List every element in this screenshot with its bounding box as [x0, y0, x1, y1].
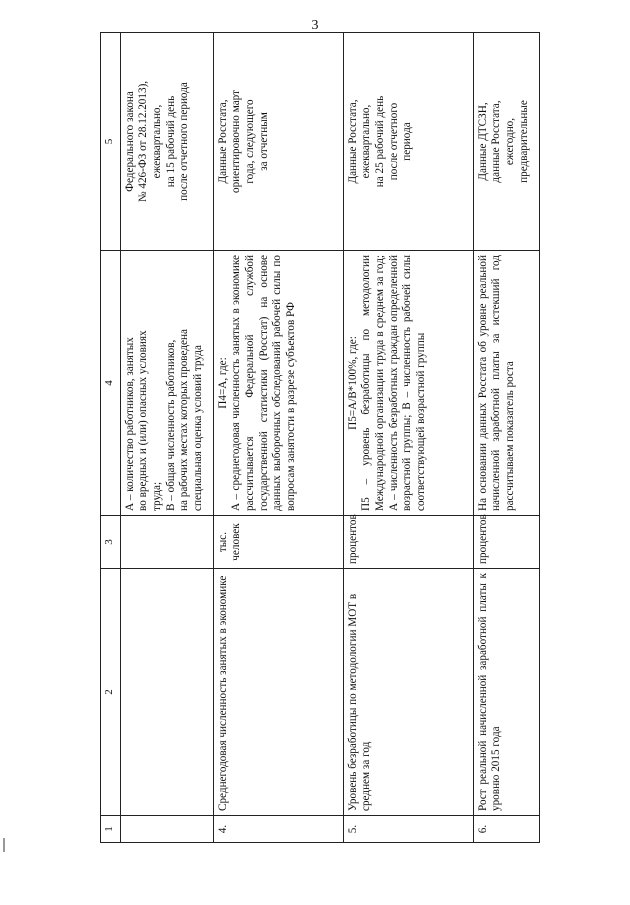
method-line: специальная оценка условий труда	[192, 345, 205, 511]
data-source	[343, 33, 473, 251]
row-number	[120, 816, 213, 843]
header-col-5: 5	[101, 33, 121, 251]
header-col-4: 4	[101, 251, 121, 516]
row-number: 4.	[213, 816, 343, 843]
data-source	[120, 33, 213, 251]
source-line: данные Росстата,	[490, 100, 503, 183]
source-line: Данные ДТСЗН,	[476, 102, 489, 181]
unit: процентов	[343, 516, 473, 569]
unit: процентов	[473, 516, 539, 569]
source-line: ежегодно,	[504, 117, 517, 166]
page-number: 3	[311, 18, 319, 33]
scan-margin-mark	[3, 838, 5, 852]
data-source	[213, 33, 343, 251]
header-col-2: 2	[101, 569, 121, 816]
method-text: П5 – уровень безработицы по методологии Международной организации труда в среднем за год; А – численность безработных граждан определенной возрастной группы; В – численность рабочей силы соответствующей возрастной группы	[360, 255, 428, 511]
data-source	[473, 33, 539, 251]
indicator-name	[120, 569, 213, 816]
unit: тыс. человек	[213, 516, 343, 569]
indicator-table	[100, 32, 540, 843]
method-line: во вредных и (или) опасных условиях	[137, 330, 150, 511]
header-col-1: 1	[101, 816, 121, 843]
source-line: ежеквартально,	[151, 104, 164, 179]
indicator-name: Уровень безработицы по методологии МОТ в среднем за год	[343, 569, 473, 816]
unit	[120, 516, 213, 569]
source-line: ежеквартально,	[360, 104, 373, 179]
table-row	[213, 33, 343, 843]
calculation-method: На основании данных Росстата об уровне реальной начисленной заработной платы за истекший год рассчитываем показатель роста	[473, 251, 539, 516]
table-header-row	[101, 33, 121, 843]
calculation-method	[343, 251, 473, 516]
calculation-method	[120, 251, 213, 516]
table-frame	[100, 58, 540, 843]
method-text: А – среднегодовая численность занятых в экономике рассчитывается Федеральной службой государственной статистики (Росстат) на основе данных выборочных обследований рабочей силы по вопросам занятости в разрезе субъектов РФ	[230, 255, 298, 511]
source-line: № 426-ФЗ от 28.12.2013),	[137, 80, 150, 203]
method-line: на рабочих местах которых проведена	[178, 329, 191, 511]
header-col-3: 3	[101, 516, 121, 569]
source-line: предварительные	[517, 100, 530, 183]
indicator-name: Рост реальной начисленной заработной платы к уровню 2015 года	[473, 569, 539, 816]
row-number: 6.	[473, 816, 539, 843]
source-line: за отчетным	[257, 112, 270, 171]
source-line: на 25 рабочий день	[374, 95, 387, 188]
table-row	[473, 33, 539, 843]
table-row	[120, 33, 213, 843]
calculation-method	[213, 251, 343, 516]
source-line: на 15 рабочий день	[164, 95, 177, 188]
method-line: труда;	[151, 481, 164, 511]
source-line: после отчетного	[387, 102, 400, 181]
source-line: периода	[401, 122, 414, 161]
source-line: Данные Росстата,	[346, 99, 359, 184]
table-row	[343, 33, 473, 843]
rotated-table-wrapper	[100, 58, 540, 843]
source-line: года, следующего	[244, 99, 257, 184]
source-line: после отчетного периода	[178, 82, 191, 201]
indicator-name: Среднегодовая численность занятых в экономике	[213, 569, 343, 816]
source-line: Федерального закона	[123, 91, 136, 192]
source-line: Данные Росстата,	[216, 99, 229, 184]
source-line: ориентировочно март	[230, 90, 243, 194]
row-number: 5.	[343, 816, 473, 843]
method-line: А – количество работников, занятых	[123, 337, 136, 511]
formula: П5=А/В*100%, где:	[346, 336, 359, 430]
formula: П4=А, где:	[216, 357, 229, 409]
method-line: В – общая численность работников,	[164, 339, 177, 511]
